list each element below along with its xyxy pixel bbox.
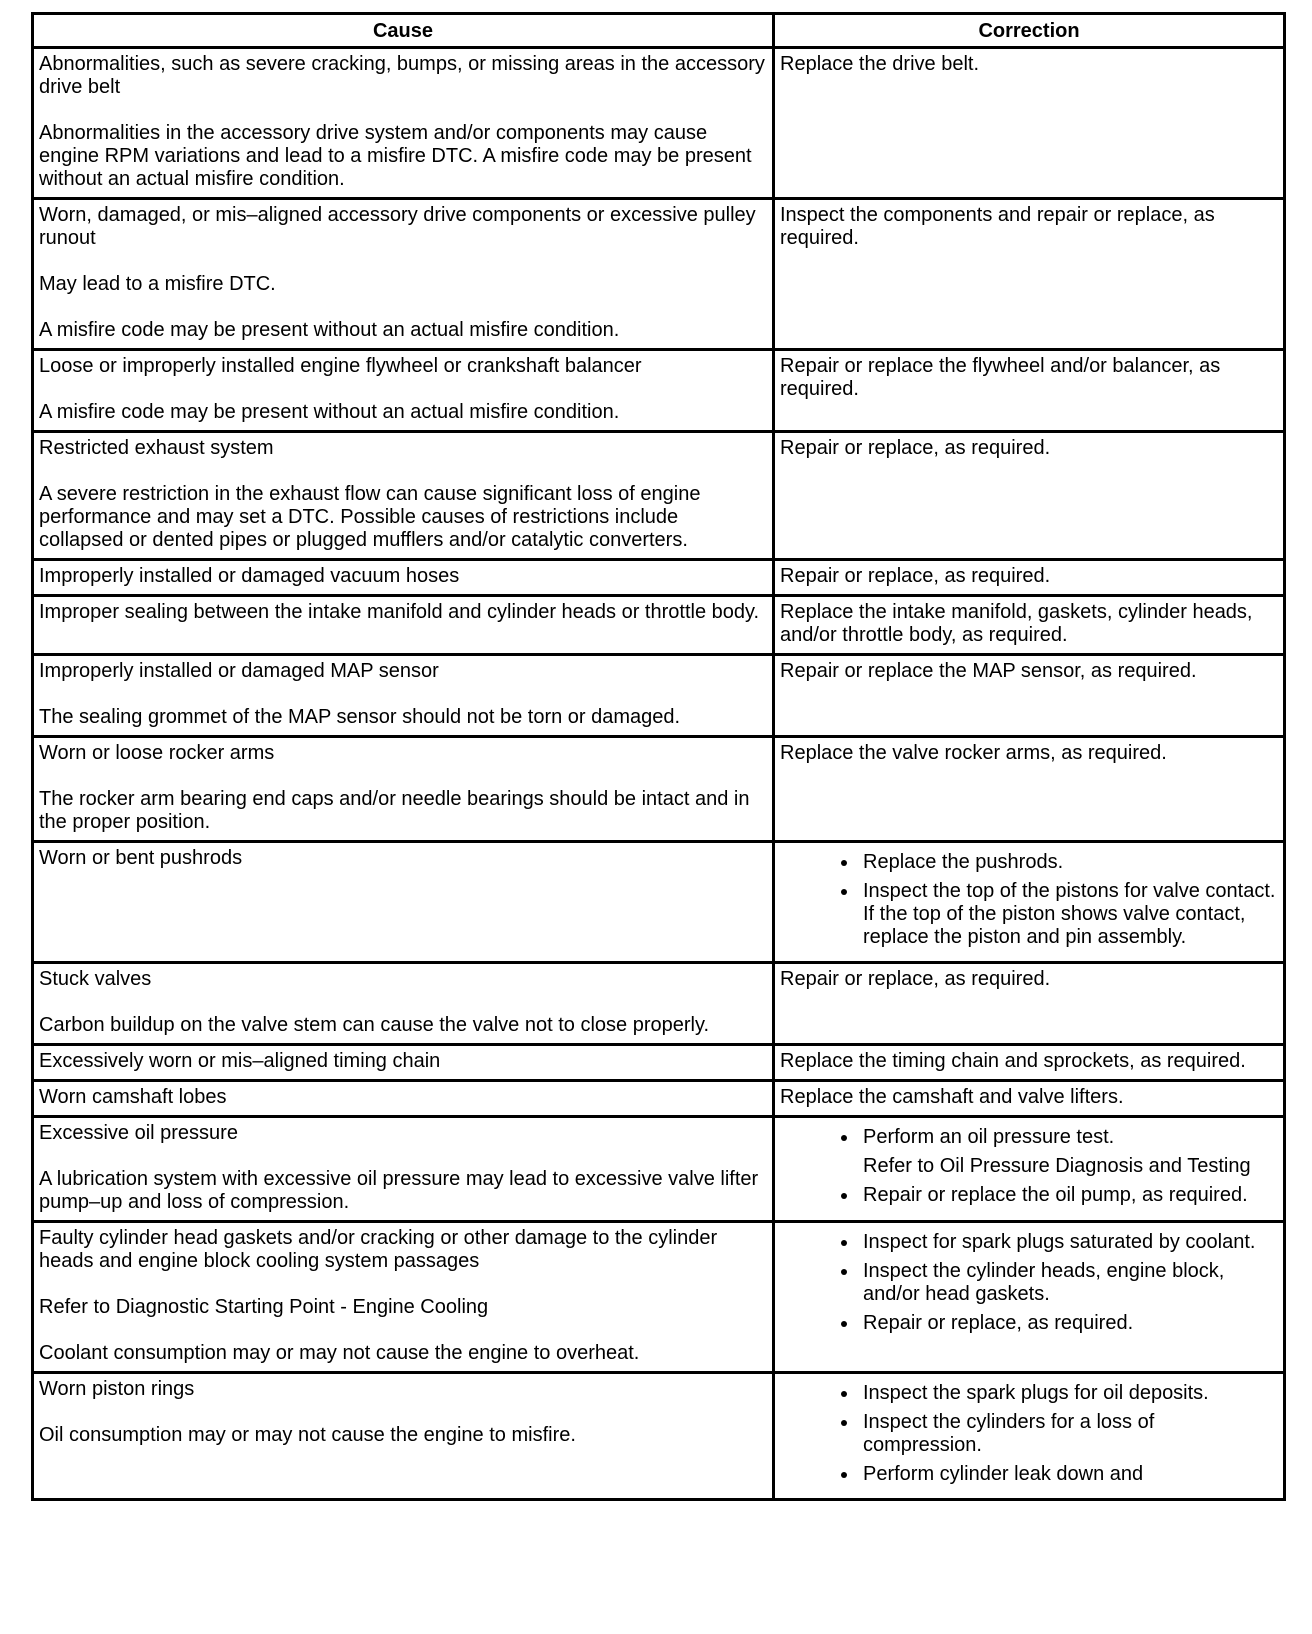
correction-step-text: Repair or replace the oil pump, as required. (863, 1184, 1248, 1206)
cause-cell (33, 963, 774, 1045)
cause-cell (33, 1045, 774, 1081)
cause-text: Abnormalities, such as severe cracking, bumps, or missing areas in the accessory drive belt (39, 53, 765, 98)
table-row (33, 432, 1285, 560)
cause-note: Carbon buildup on the valve stem can cause the valve not to close properly. (39, 1014, 710, 1036)
correction-cell (774, 1117, 1285, 1222)
correction-step-text: Perform cylinder leak down and (863, 1463, 1144, 1485)
cause-cell (33, 560, 774, 596)
correction-text: Replace the intake manifold, gaskets, cylinder heads, and/or throttle body, as required. (780, 601, 1253, 646)
table-header-row (33, 14, 1285, 48)
table-row (33, 1081, 1285, 1117)
correction-text: Repair or replace, as required. (780, 437, 1051, 459)
table-row (33, 842, 1285, 963)
cause-cell (33, 350, 774, 432)
cause-cell (33, 432, 774, 560)
correction-cell (774, 1373, 1285, 1500)
cause-cell (33, 596, 774, 655)
diagnostic-table-page (31, 12, 1283, 1501)
correction-step-text: Inspect the cylinders for a loss of compression. (863, 1411, 1155, 1456)
correction-text: Repair or replace the MAP sensor, as required. (780, 660, 1197, 682)
table-row (33, 1045, 1285, 1081)
correction-cell (774, 1222, 1285, 1373)
correction-step (859, 1382, 1278, 1405)
cause-note: Coolant consumption may or may not cause the engine to overheat. (39, 1342, 640, 1364)
correction-step (859, 1312, 1278, 1335)
cause-cell (33, 199, 774, 350)
cause-text: Faulty cylinder head gaskets and/or cracking or other damage to the cylinder heads and engine block cooling system passages (39, 1227, 718, 1272)
table-row (33, 560, 1285, 596)
correction-step-text: Replace the pushrods. (863, 851, 1064, 873)
correction-cell (774, 1045, 1285, 1081)
table-row (33, 1222, 1285, 1373)
cause-note: A severe restriction in the exhaust flow can cause significant loss of engine performance and may set a DTC. Possible causes of restrictions include collapsed or dented pipes or plugged mufflers and/or catalytic converters. (39, 483, 701, 551)
correction-reference: Refer to Oil Pressure Diagnosis and Testing (863, 1155, 1251, 1177)
cause-note: A misfire code may be present without an actual misfire condition. (39, 319, 620, 341)
correction-steps-list (780, 1126, 1278, 1207)
cause-text: Worn, damaged, or mis–aligned accessory drive components or excessive pulley runout (39, 204, 756, 249)
table-row (33, 963, 1285, 1045)
correction-text: Repair or replace, as required. (780, 968, 1051, 990)
cause-note: A misfire code may be present without an actual misfire condition. (39, 401, 620, 423)
correction-step (859, 1184, 1278, 1207)
cause-text: Stuck valves (39, 968, 152, 990)
table-row (33, 655, 1285, 737)
correction-step (859, 851, 1278, 874)
correction-cell (774, 350, 1285, 432)
correction-cell (774, 48, 1285, 199)
correction-step-text: Perform an oil pressure test. (863, 1126, 1115, 1148)
cause-cell (33, 1373, 774, 1500)
table-body (33, 48, 1285, 1500)
cause-cell (33, 1222, 774, 1373)
correction-text: Replace the valve rocker arms, as required. (780, 742, 1167, 764)
cause-text: Improperly installed or damaged MAP sensor (39, 660, 439, 682)
correction-step (859, 880, 1278, 949)
correction-cell (774, 655, 1285, 737)
correction-step (859, 1260, 1278, 1306)
correction-step-text: Inspect the cylinder heads, engine block, and/or head gaskets. (863, 1260, 1225, 1305)
table-row (33, 1373, 1285, 1500)
correction-cell (774, 199, 1285, 350)
correction-cell (774, 842, 1285, 963)
cause-cell (33, 1081, 774, 1117)
cause-note: Oil consumption may or may not cause the engine to misfire. (39, 1424, 576, 1446)
cause-cell (33, 842, 774, 963)
cause-cell (33, 48, 774, 199)
cause-note: May lead to a misfire DTC. (39, 273, 276, 295)
correction-step (859, 1126, 1278, 1178)
cause-text: Excessively worn or mis–aligned timing chain (39, 1050, 441, 1072)
correction-step-text: Repair or replace, as required. (863, 1312, 1134, 1334)
correction-text: Replace the timing chain and sprockets, as required. (780, 1050, 1246, 1072)
cause-note: Abnormalities in the accessory drive system and/or components may cause engine RPM variations and lead to a misfire DTC. A misfire code may be present without an actual misfire condition. (39, 122, 752, 190)
correction-steps-list (780, 1231, 1278, 1335)
cause-text: Worn or bent pushrods (39, 847, 243, 869)
correction-steps-list (780, 851, 1278, 949)
cause-note: The sealing grommet of the MAP sensor should not be torn or damaged. (39, 706, 681, 728)
correction-step (859, 1411, 1278, 1457)
correction-cell (774, 1081, 1285, 1117)
table-row (33, 48, 1285, 199)
correction-text: Replace the drive belt. (780, 53, 980, 75)
table-row (33, 737, 1285, 842)
correction-step (859, 1231, 1278, 1254)
correction-cell (774, 432, 1285, 560)
correction-text: Repair or replace the flywheel and/or balancer, as required. (780, 355, 1221, 400)
cause-text: Improper sealing between the intake manifold and cylinder heads or throttle body. (39, 601, 760, 623)
cause-note: The rocker arm bearing end caps and/or needle bearings should be intact and in the proper position. (39, 788, 750, 833)
cause-cell (33, 1117, 774, 1222)
cause-text: Worn or loose rocker arms (39, 742, 275, 764)
cause-note: Refer to Diagnostic Starting Point - Engine Cooling (39, 1296, 489, 1318)
cause-text: Worn piston rings (39, 1378, 195, 1400)
cause-column-header: Cause (33, 14, 774, 48)
table-row (33, 199, 1285, 350)
correction-cell (774, 963, 1285, 1045)
correction-step-text: Inspect for spark plugs saturated by coolant. (863, 1231, 1256, 1253)
correction-text: Inspect the components and repair or replace, as required. (780, 204, 1215, 249)
correction-column-header: Correction (774, 14, 1285, 48)
correction-cell (774, 596, 1285, 655)
cause-cell (33, 655, 774, 737)
table-row (33, 350, 1285, 432)
correction-step-text: Inspect the spark plugs for oil deposits. (863, 1382, 1209, 1404)
correction-step-text: Inspect the top of the pistons for valve contact. If the top of the piston shows valve contact, replace the piston and pin assembly. (863, 880, 1276, 948)
cause-text: Restricted exhaust system (39, 437, 274, 459)
cause-text: Loose or improperly installed engine flywheel or crankshaft balancer (39, 355, 642, 377)
correction-text: Repair or replace, as required. (780, 565, 1051, 587)
correction-text: Replace the camshaft and valve lifters. (780, 1086, 1124, 1108)
correction-cell (774, 737, 1285, 842)
cause-text: Improperly installed or damaged vacuum hoses (39, 565, 460, 587)
cause-text: Excessive oil pressure (39, 1122, 238, 1144)
table-row (33, 596, 1285, 655)
correction-steps-list (780, 1382, 1278, 1486)
cause-correction-table (31, 12, 1286, 1501)
cause-note: A lubrication system with excessive oil pressure may lead to excessive valve lifter pump–up and loss of compression. (39, 1168, 759, 1213)
correction-cell (774, 560, 1285, 596)
correction-step (859, 1463, 1278, 1486)
table-row (33, 1117, 1285, 1222)
cause-text: Worn camshaft lobes (39, 1086, 227, 1108)
cause-cell (33, 737, 774, 842)
